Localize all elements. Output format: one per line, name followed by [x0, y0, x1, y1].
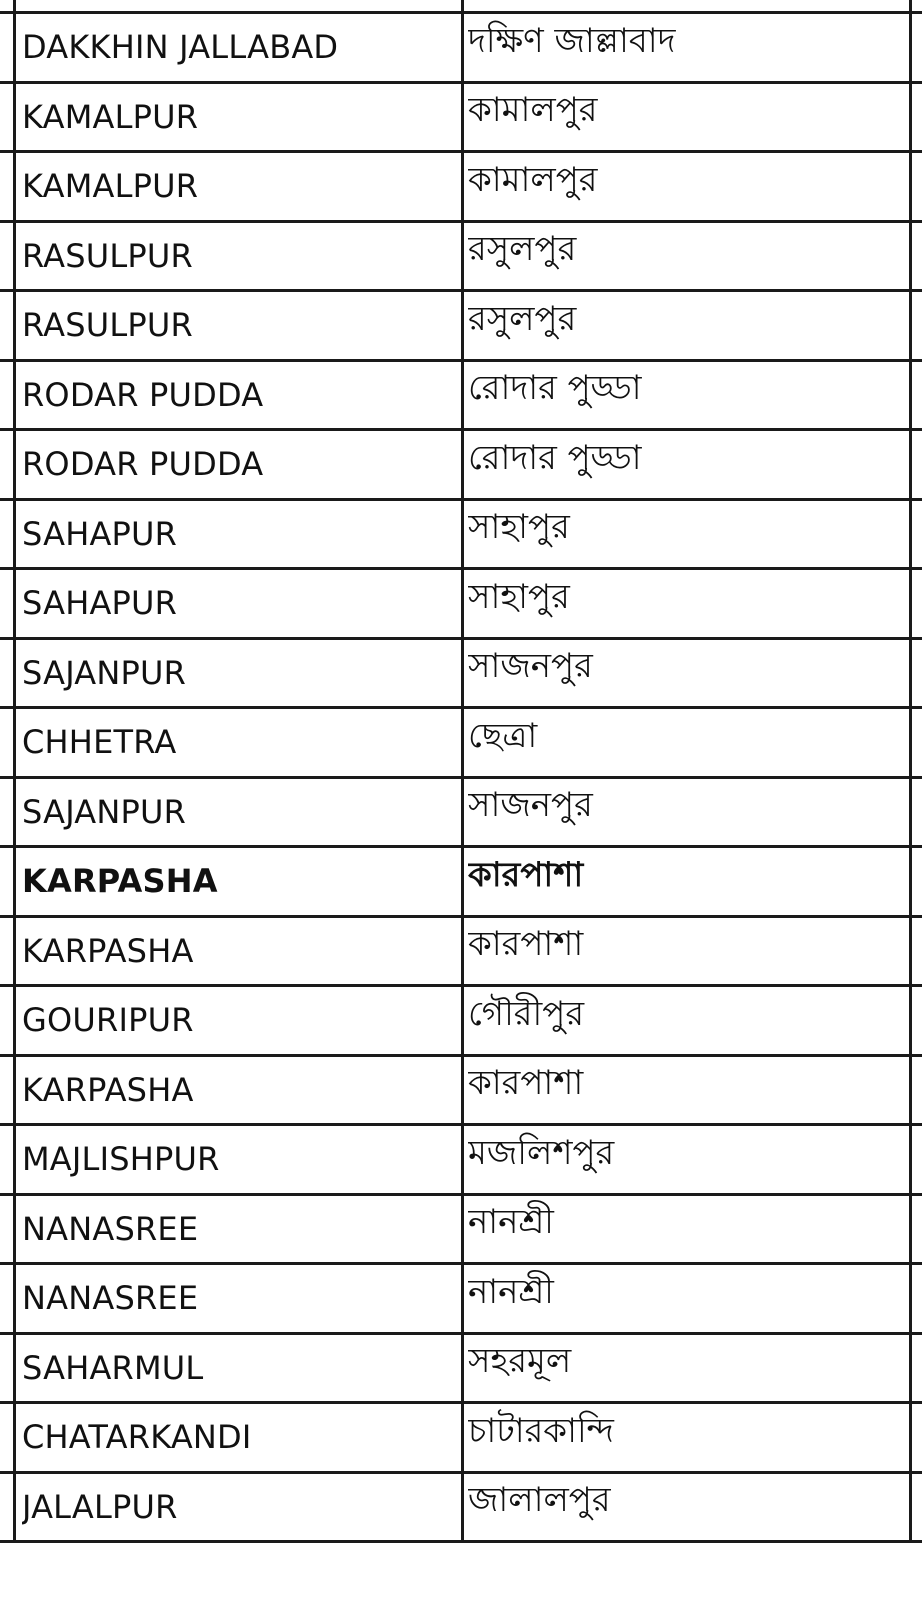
english-name-cell: RODAR PUDDA [22, 445, 264, 484]
bengali-name-cell: রোদার পুড্ডা [468, 437, 642, 478]
english-name-cell: SAJANPUR [22, 653, 187, 692]
table-row [0, 848, 922, 918]
column-divider [909, 918, 912, 985]
table-row [0, 640, 922, 710]
english-name-cell: RASULPUR [22, 236, 193, 275]
column-divider [909, 640, 912, 707]
column-divider [909, 1335, 912, 1402]
bengali-name-cell: কামালপুর [468, 159, 598, 200]
column-divider [461, 1474, 464, 1541]
bengali-name-cell: সাজনপুর [468, 785, 593, 826]
column-divider [461, 918, 464, 985]
bengali-name-cell: কারপাশা [468, 854, 584, 895]
column-divider [909, 1404, 912, 1471]
column-divider [461, 0, 464, 11]
table-row [0, 1196, 922, 1266]
english-name-cell: NANASREE [22, 1209, 199, 1248]
column-divider [13, 640, 16, 707]
bengali-name-cell: রোদার পুড্ডা [468, 368, 642, 409]
table-row [0, 84, 922, 154]
column-divider [461, 987, 464, 1054]
table-row [0, 223, 922, 293]
column-divider [909, 1196, 912, 1263]
bengali-name-cell: সাহাপুর [468, 507, 570, 548]
english-name-cell: NANASREE [22, 1279, 199, 1318]
column-divider [13, 709, 16, 776]
column-divider [13, 84, 16, 151]
bengali-name-cell: সাহাপুর [468, 576, 570, 617]
column-divider [461, 362, 464, 429]
column-divider [461, 570, 464, 637]
english-name-cell: CHHETRA [22, 723, 177, 762]
bengali-name-cell: সাজনপুর [468, 646, 593, 687]
column-divider [909, 570, 912, 637]
column-divider [461, 779, 464, 846]
bengali-name-cell: সহরমূল [468, 1341, 572, 1382]
table-row [0, 1265, 922, 1335]
column-divider [13, 223, 16, 290]
column-divider [13, 431, 16, 498]
bengali-name-cell: মজলিশপুর [468, 1132, 615, 1173]
column-divider [461, 640, 464, 707]
column-divider [13, 1126, 16, 1193]
column-divider [13, 362, 16, 429]
table-row [0, 918, 922, 988]
table-row [0, 1404, 922, 1474]
bengali-name-cell: রসুলপুর [468, 298, 577, 339]
column-divider [13, 1335, 16, 1402]
column-divider [13, 14, 16, 81]
bengali-name-cell: দক্ষিণ জাল্লাবাদ [468, 20, 676, 61]
column-divider [909, 1265, 912, 1332]
column-divider [909, 0, 912, 11]
column-divider [461, 1404, 464, 1471]
column-divider [461, 292, 464, 359]
bengali-name-cell: ছেত্রা [468, 715, 538, 756]
english-name-cell: JALALPUR [22, 1487, 178, 1526]
table-row [0, 153, 922, 223]
bengali-name-cell: চাটারকান্দি [468, 1410, 614, 1451]
row-rule-stub [912, 1540, 922, 1543]
column-divider [13, 153, 16, 220]
column-divider [461, 1057, 464, 1124]
column-divider [13, 0, 16, 11]
column-divider [909, 501, 912, 568]
column-divider [13, 848, 16, 915]
column-divider [909, 153, 912, 220]
bengali-name-cell: নানশ্রী [468, 1202, 554, 1243]
table-row [0, 570, 922, 640]
english-name-cell: KARPASHA [22, 862, 218, 901]
english-name-cell: DAKKHIN JALLABAD [22, 28, 339, 67]
bengali-name-cell: কামালপুর [468, 90, 598, 131]
column-divider [461, 1335, 464, 1402]
bengali-name-cell: কারপাশা [468, 924, 584, 965]
english-name-cell: KARPASHA [22, 931, 194, 970]
column-divider [13, 779, 16, 846]
table-row [0, 14, 922, 84]
column-divider [461, 1126, 464, 1193]
table-row [0, 1474, 922, 1544]
english-name-cell: RASULPUR [22, 306, 193, 345]
english-name-cell: SAJANPUR [22, 792, 187, 831]
english-name-cell: KAMALPUR [22, 97, 199, 136]
column-divider [461, 848, 464, 915]
bengali-name-cell: কারপাশা [468, 1063, 584, 1104]
column-divider [13, 1057, 16, 1124]
row-rule-stub [0, 1540, 13, 1543]
table-row [0, 709, 922, 779]
table-row [0, 987, 922, 1057]
english-name-cell: SAHAPUR [22, 514, 178, 553]
column-divider [461, 223, 464, 290]
english-name-cell: GOURIPUR [22, 1001, 194, 1040]
column-divider [461, 431, 464, 498]
column-divider [909, 1126, 912, 1193]
english-name-cell: KARPASHA [22, 1070, 194, 1109]
table-row [0, 779, 922, 849]
bengali-name-cell: গৌরীপুর [468, 993, 585, 1034]
column-divider [909, 362, 912, 429]
column-divider [461, 14, 464, 81]
table-row [0, 501, 922, 571]
english-name-cell: MAJLISHPUR [22, 1140, 220, 1179]
column-divider [461, 84, 464, 151]
table-body [0, 14, 922, 1543]
column-divider [13, 987, 16, 1054]
english-name-cell: SAHAPUR [22, 584, 178, 623]
column-divider [909, 987, 912, 1054]
column-divider [909, 779, 912, 846]
table-row [0, 1057, 922, 1127]
column-divider [13, 918, 16, 985]
column-divider [909, 84, 912, 151]
column-divider [13, 570, 16, 637]
bengali-name-cell: নানশ্রী [468, 1271, 554, 1312]
column-divider [461, 153, 464, 220]
column-divider [13, 1404, 16, 1471]
bengali-name-cell: জালালপুর [468, 1480, 611, 1521]
column-divider [13, 292, 16, 359]
column-divider [461, 501, 464, 568]
column-divider [13, 1265, 16, 1332]
column-divider [461, 1265, 464, 1332]
column-divider [13, 1196, 16, 1263]
english-name-cell: KAMALPUR [22, 167, 199, 206]
table-top-edge [0, 0, 922, 14]
english-name-cell: CHATARKANDI [22, 1418, 252, 1457]
bengali-name-cell: রসুলপুর [468, 229, 577, 270]
column-divider [909, 292, 912, 359]
column-divider [909, 848, 912, 915]
table-row [0, 1335, 922, 1405]
english-name-cell: SAHARMUL [22, 1348, 204, 1387]
column-divider [909, 1057, 912, 1124]
column-divider [909, 431, 912, 498]
table-row [0, 1126, 922, 1196]
column-divider [909, 14, 912, 81]
column-divider [13, 501, 16, 568]
column-divider [13, 1474, 16, 1541]
table-row [0, 431, 922, 501]
column-divider [461, 709, 464, 776]
column-divider [909, 1474, 912, 1541]
english-name-cell: RODAR PUDDA [22, 375, 264, 414]
column-divider [909, 223, 912, 290]
column-divider [909, 709, 912, 776]
table-row [0, 292, 922, 362]
column-divider [461, 1196, 464, 1263]
table-row [0, 362, 922, 432]
